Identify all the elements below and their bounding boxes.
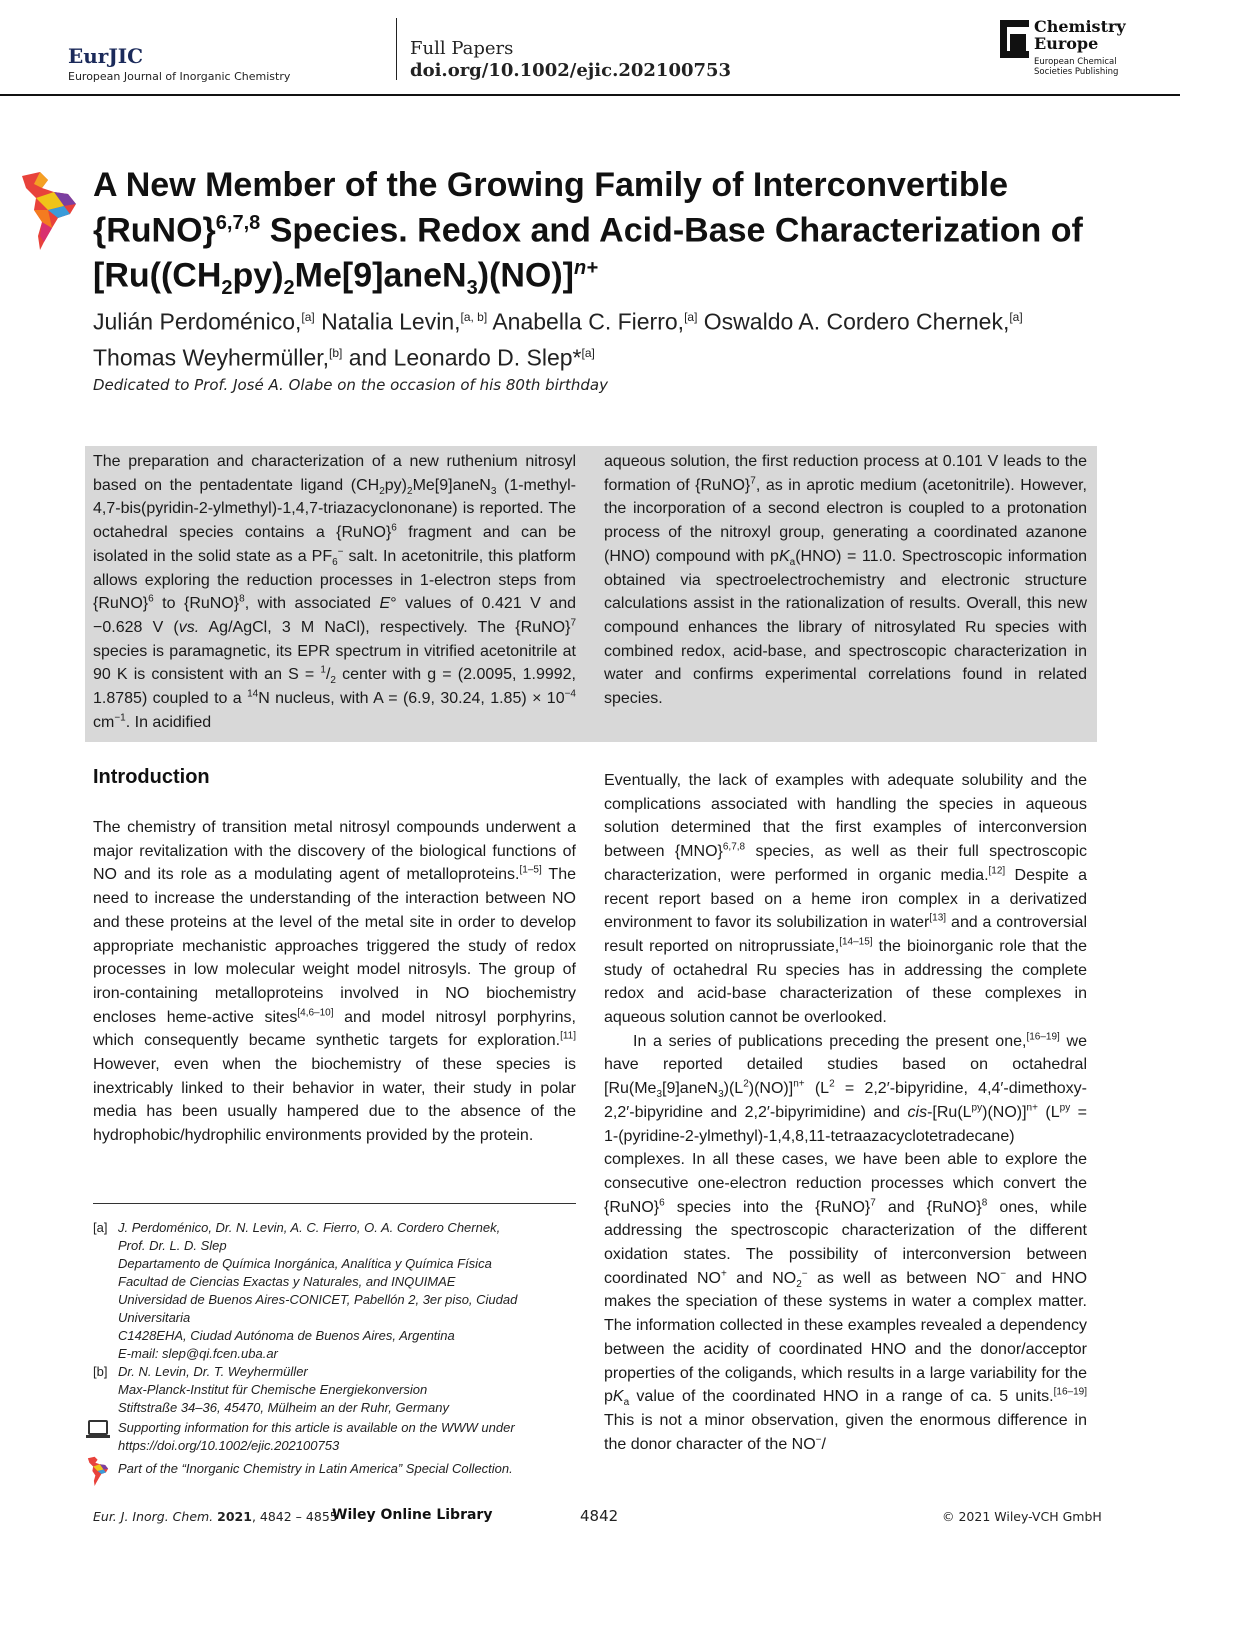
supporting-information[interactable]: Supporting information for this article is available on the WWW under https://doi.org/10.1002/ejic.202100753 (118, 1420, 515, 1453)
publisher-logo-subtitle (1034, 57, 1118, 77)
journal-full-name: European Journal of Inorganic Chemistry (68, 70, 291, 83)
author: Thomas Weyhermüller, (93, 344, 330, 371)
header-rule (0, 94, 1180, 96)
paragraph: Eventually, the lack of examples with adequate solubility and the complications associated with handling the species in aqueous solution determined that the first examples of interconversion between {MNO}$^{6,7,8}$ species, as well as their full spectroscopic characterization, were performed in organic media.[12] Despite a recent report based on a heme iron complex in a derivatized environment to favor its solubilization in water[13] and a controversial result reported on nitroprussiate,[14–15] the bioinorganic role that the study of octahedral Ru species has in addressing the complete redox and acid-base characterization of these complexes in aqueous solution cannot be overlooked. (604, 772, 1088, 1027)
special-collection-note: Part of the “Inorganic Chemistry in Latin America” Special Collection. (118, 1461, 513, 1476)
logo-sub-1: European Chemical (1034, 57, 1117, 67)
affiliation-a: J. Perdoménico, Dr. N. Levin, A. C. Fierro, O. A. Cordero Chernek, Prof. Dr. L. D. Slep Departamento de Química Inorgánica, Analítica y Química Física Facultad de Ciencias Exactas y Naturales, and INQUIMAE Universidad de Buenos Aires-CONICET, Pabellón 2, 3er piso, Ciudad Universitaria C1428EHA, Ciudad Autónoma de Buenos Aires, Argentina E-mail: slep@qi.fcen.uba.ar (118, 1219, 576, 1363)
latin-america-map-icon (18, 170, 80, 250)
abstract-left-column: The preparation and characterization of a new ruthenium nitrosyl based on the pentadentate ligand $(CH_2py)_2Me[9]aneN_3$ (1-methyl-4,7-bis(pyridin-2-ylmethyl)-1,4,7-triazacyclononane) is reported. The octahedral species contains a {RuNO}$^6$ fragment and can be isolated in the solid state as a $PF_6^-$ salt. In acetonitrile, this platform allows exploring the reduction processes in 1-electron steps from {RuNO}$^6$ to {RuNO}$^8$, with associated E° values of 0.421 V and −0.628 V (vs. Ag/AgCl, 3 M NaCl), respectively. The {RuNO}$^7$ species is paramagnetic, its EPR spectrum in vitrified acetonitrile at 90 K is consistent with an $S = ^1/_2$ center with g = (2.0095, 1.9992, 1.8785) coupled to a $^{14}$N nucleus, with A = (6.9, 30.24, $1.85) \times 10^{-4}$ $cm^{-1}$. In acidified (93, 453, 576, 731)
page-number: 4842 (580, 1507, 619, 1525)
citation[interactable]: [11] (560, 1031, 576, 1042)
citation[interactable]: [16–19] (1026, 1031, 1060, 1043)
citation[interactable]: [4,6–10] (297, 1007, 334, 1019)
computer-icon-base (86, 1435, 110, 1438)
author: Oswaldo A. Cordero Chernek, (703, 308, 1010, 335)
citation[interactable]: [13] (929, 912, 947, 924)
footnote-rule (93, 1203, 576, 1204)
journal-name: EurJIC (68, 44, 144, 68)
header-divider (396, 18, 397, 80)
section-heading-introduction: Introduction (93, 766, 210, 788)
author: Anabella C. Fierro, (492, 308, 685, 335)
author: and Leonardo D. Slep* (348, 344, 582, 371)
introduction-left-column: The chemistry of transition metal nitrosyl compounds underwent a major revitalization with the discovery of the biological functions of NO and its role as a modulating agent of metalloproteins.[1–5] The need to increase the understanding of the interaction between NO and these proteins at the level of the metal site in order to develop appropriate mechanistic approaches triggered the study of redox processes in low molecular weight model nitrosyls. The group of iron-containing metalloproteins involved in NO biochemistry encloses heme-active sites[4,6–10] and model nitrosyl porphyrins, which consequently became synthetic targets for exploration.[11] However, even when the biochemistry of these species is inextricably linked to their behavior in water, their study in polar media has been usually hampered due to the absence of the hydrophobic/hydrophilic environments provided by the protein. (93, 819, 576, 1145)
logo-line-1: Chemistry (1034, 17, 1126, 36)
citation[interactable]: [12] (988, 865, 1006, 877)
logo-line-2: Europe (1034, 34, 1099, 53)
author-list: Julián Perdoménico,[a] Natalia Levin,[a, b] Anabella C. Fierro,[a] Oswaldo A. Cordero Chernek,[a] Thomas Weyhermüller,[b] and Leonardo D. Slep*[a] (93, 308, 1023, 371)
affiliation-b: Dr. N. Levin, Dr. T. Weyhermüller Max-Planck-Institut für Chemische Energiekonversion Stiftstraße 34–36, 45470, Mülheim an der Ruhr, Germany (118, 1364, 449, 1415)
abstract-right-column: aqueous solution, the first reduction process at 0.101 V leads to the formation of {RuNO}$^7$, as in aprotic medium (acetonitrile). However, the incorporation of a second electron is coupled to a protonation process of the nitroxyl group, generating a coordinated azanone (HNO) compound with $pK_a(HNO) = 11.0$. Spectroscopic information obtained via spectroelectrochemistry and electronic structure calculations assist in the rationalization of results. Overall, this new compound enhances the library of nitrosylated Ru species with combined redox, acid-base, and spectroscopic characterization in water and confirms experimental correlations found in related species. (604, 453, 1087, 708)
author: Natalia Levin, (321, 308, 461, 335)
citation-info: Eur. J. Inorg. Chem. 2021, 4842 – 4855 (93, 1509, 338, 1524)
article-title: A New Member of the Growing Family of Interconvertible {RuNO}$^{6,7,8}$ Species. Redox and Acid-Base Characterization of $[Ru((CH_2py)_2Me[9]aneN_3)(NO)]^{n+}$ (93, 166, 1083, 300)
paragraph: In a series of publications preceding the present one,[16–19] we have reported detailed studies based on octahedral $[Ru(Me_3[9]aneN_3)(L^2)(NO)]^{n+}$ ($L^2$ = 2,2′-bipyridine, 4,4′-dimethoxy-2,2′-bipyridine and 2,2′-bipyrimidine) and cis-$[Ru(L^{py})(NO)]^{n+}$ ($L^{py}$ = 1-(pyridine-2-ylmethyl)-1,4,8,11-tetraazacyclotetradecane) complexes. In all these cases, we have been able to explore the consecutive one-electron reduction processes which convert the {RuNO}$^6$ species into the {RuNO}$^7$ and {RuNO}$^8$ ones, while addressing the spectroscopic characterization of the different oxidation states. The possibility of interconversion between coordinated NO+ and $NO_2^-$ as well as between NO− and HNO makes the speciation of these systems in water a complex matter. The information collected in these examples revealed a dependency between the acidity of coordinated HNO and the donor/acceptor properties of the coligands, which results in a large variability for the $pK_a$ value of the coordinated HNO in a range of ca. 5 units.[16–19] This is not a minor observation, given the enormous difference in the donor character of the NO−/ (604, 1031, 1088, 1453)
author: Julián Perdoménico, (93, 308, 302, 335)
section-label: Full Papers (410, 38, 514, 59)
email-link[interactable]: E-mail: slep@qi.fcen.uba.ar (118, 1346, 278, 1361)
affiliation-label-b: [b] (93, 1364, 108, 1379)
computer-icon (88, 1420, 108, 1435)
citation[interactable]: [16–19] (1053, 1386, 1087, 1398)
citation[interactable]: [14–15] (839, 936, 873, 948)
introduction-right-column (604, 769, 1087, 1456)
logo-sub-2: Societies Publishing (1034, 67, 1119, 77)
copyright: © 2021 Wiley-VCH GmbH (942, 1509, 1102, 1524)
chemistry-europe-logo-mark (1010, 34, 1026, 52)
wiley-online-library-link[interactable]: Wiley Online Library (332, 1507, 493, 1523)
affiliation-label-a: [a] (93, 1220, 108, 1235)
dedication: Dedicated to Prof. José A. Olabe on the occasion of his 80th birthday (93, 376, 608, 394)
latin-america-map-icon (86, 1456, 110, 1486)
doi-link[interactable]: doi.org/10.1002/ejic.202100753 (410, 60, 732, 81)
publisher-logo-text (1034, 18, 1126, 52)
citation[interactable]: [1–5] (519, 865, 542, 877)
